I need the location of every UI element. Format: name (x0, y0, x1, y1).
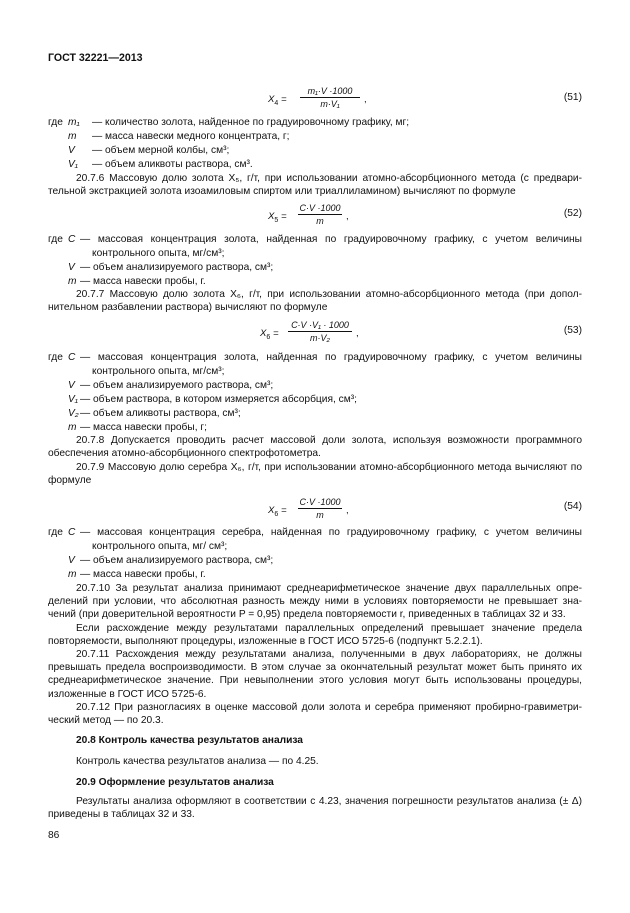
eq54-number: (54) (563, 501, 582, 512)
paragraph-20-7-10: 20.7.10 За результат анализа принимают среднеарифметическое значение двух параллельных опре-делений при условии, что абсолютная разность между ними в условиях повторяемости не превышает зна-чений (при доверительной вероятности P = 0,95) предела повторяемости r, приведенных в таблицах 32 и 33. (48, 583, 582, 621)
def52-sym-3: m (68, 276, 77, 287)
page-number: 86 (48, 830, 60, 841)
paragraph-20-7-10-b: Если расхождение между результатами параллельных определений превышает значение предела повторяемости, выполняют процедуры, изложенные в ГОСТ ИСО 5725-6 (подпункт 5.2.2.1). (48, 623, 582, 648)
eq51-denominator: m·V₁ (320, 99, 340, 109)
def51-text-1: — масса навески медного концентрата, г; (92, 131, 290, 142)
def51-sym-3: V₁ (68, 159, 79, 170)
def52-text-0: — массовая концентрация золота, найденная по градуировочному графику, с учетом величины (80, 234, 582, 245)
where-label: где (48, 117, 63, 128)
paragraph-20-7-8: 20.7.8 Допускается проводить расчет массовой доли золота, используя возможности программного обеспечения атомно-абсорбционного спектрофотометра. (48, 435, 582, 460)
def54-text-3: — масса навески пробы, г. (80, 569, 206, 580)
def53-sym-0: C (68, 352, 76, 363)
eq53-lhs-sub: 6 (266, 333, 271, 341)
eq53-denominator: m·V₂ (310, 333, 330, 343)
eq54-lhs: X (268, 505, 275, 516)
eq54-comma: , (346, 505, 349, 516)
eq54-numerator: C·V ·1000 (299, 497, 341, 507)
eq51-comma: , (364, 94, 367, 105)
def53-text-3: — объем раствора, в котором измеряется абсорбция, см³; (80, 394, 357, 405)
def53-text-5: — масса навески пробы, г; (80, 422, 207, 433)
paragraph-20-7-6: 20.7.6 Массовую долю золота X₅, г/т, при использовании атомно-абсорбционного метода (с предвари-тельной экстракцией золота изоамиловым спиртом или триаллиламином) вычисляют по формуле (48, 173, 582, 198)
where-label: где (48, 234, 63, 245)
def53-text-0: — массовая концентрация золота, найденная по градуировочному графику, с учетом величины (80, 352, 582, 363)
def53-sym-5: m (68, 422, 77, 433)
eq51-numerator: m₁·V ·1000 (307, 86, 353, 96)
document-header: ГОСТ 32221—2013 (48, 52, 143, 64)
eq54-denominator: m (316, 510, 324, 520)
fraction-bar (288, 331, 352, 332)
def54-text-1: контрольного опыта, мг/ см³; (92, 541, 228, 552)
eq52-numerator: C·V ·1000 (299, 203, 341, 213)
eq51-lhs: X (268, 94, 275, 105)
def54-text-2: — объем анализируемого раствора, см³; (80, 555, 274, 566)
def51-sym-2: V (68, 145, 75, 156)
fraction-bar (298, 214, 342, 215)
eq52-comma: , (346, 211, 349, 222)
def52-sym-2: V (68, 262, 75, 273)
where-label: где (48, 352, 63, 363)
eq52-lhs-sub: 5 (274, 216, 279, 224)
def54-sym-2: V (68, 555, 75, 566)
def53-text-1: контрольного опыта, мг/см³; (92, 366, 225, 377)
eq52-lhs: X (268, 211, 275, 222)
paragraph-20-8: Контроль качества результатов анализа — по 4.25. (76, 756, 319, 767)
def51-text-3: — объем аликвоты раствора, см³. (92, 159, 253, 170)
def53-text-4: — объем аликвоты раствора, см³; (80, 408, 241, 419)
section-heading-20-8: 20.8 Контроль качества результатов анализа (76, 735, 303, 746)
where-label: где (48, 527, 63, 538)
fraction-bar (298, 508, 342, 509)
def51-text-2: — объем мерной колбы, см³; (92, 145, 230, 156)
section-heading-20-9: 20.9 Оформление результатов анализа (76, 777, 274, 788)
eq54-lhs-sub: 6 (274, 510, 279, 518)
def54-text-0: — массовая концентрация серебра, найденная по градуировочному графику, с учетом величины (80, 527, 582, 538)
paragraph-20-7-7: 20.7.7 Массовую долю золота X₆, г/т, при использовании атомно-абсорбционного метода (при допол-нительном разбавлении раствора) вычисляют по формуле (48, 289, 582, 314)
def52-text-1: контрольного опыта, мг/см³; (92, 248, 225, 259)
def53-text-2: — объем анализируемого раствора, см³; (80, 380, 274, 391)
eq53-lhs: X (260, 328, 267, 339)
paragraph-20-9: Результаты анализа оформляют в соответствии с 4.23, значения погрешности результатов анализа (± Δ) приведены в таблицах 32 и 33. (48, 796, 582, 821)
def52-text-2: — объем анализируемого раствора, см³; (80, 262, 274, 273)
paragraph-20-7-9: 20.7.9 Массовую долю серебра X₆, г/т, при использовании атомно-абсорбционного метода вычисляют по формуле (48, 462, 582, 487)
eq52-denominator: m (316, 216, 324, 226)
eq53-numerator: C·V ·V₁ · 1000 (291, 320, 349, 330)
def51-sym-1: m (68, 131, 77, 142)
def53-sym-4: V₂ (68, 408, 79, 419)
def53-sym-3: V₁ (68, 394, 79, 405)
eq52-number: (52) (563, 208, 582, 219)
def53-sym-2: V (68, 380, 75, 391)
eq53-comma: , (356, 328, 359, 339)
fraction-bar (300, 97, 360, 98)
paragraph-20-7-11: 20.7.11 Расхождения между результатами анализа, полученными в двух лабораториях, не должны превышать предела воспроизводимости. В этом случае за окончательный результат может быть принято их среднеарифметическое значение. При невыполнении этого условия могут быть использованы процедуры, изложенные в ГОСТ ИСО 5725-6. (48, 649, 582, 700)
def54-sym-0: C (68, 527, 76, 538)
def52-text-3: — масса навески пробы, г. (80, 276, 206, 287)
eq51-lhs-sub: 4 (274, 99, 279, 107)
paragraph-20-7-12: 20.7.12 При разногласиях в оценке массовой доли золота и серебра применяют пробирно-гравиметри-ческий метод — по 20.3. (48, 702, 582, 727)
def51-sym-0: m₁ (68, 117, 80, 128)
def51-text-0: — количество золота, найденное по градуировочному графику, мг; (92, 117, 410, 128)
eq51-number: (51) (563, 92, 582, 103)
def52-sym-0: C (68, 234, 76, 245)
eq53-number: (53) (563, 325, 582, 336)
def54-sym-3: m (68, 569, 77, 580)
